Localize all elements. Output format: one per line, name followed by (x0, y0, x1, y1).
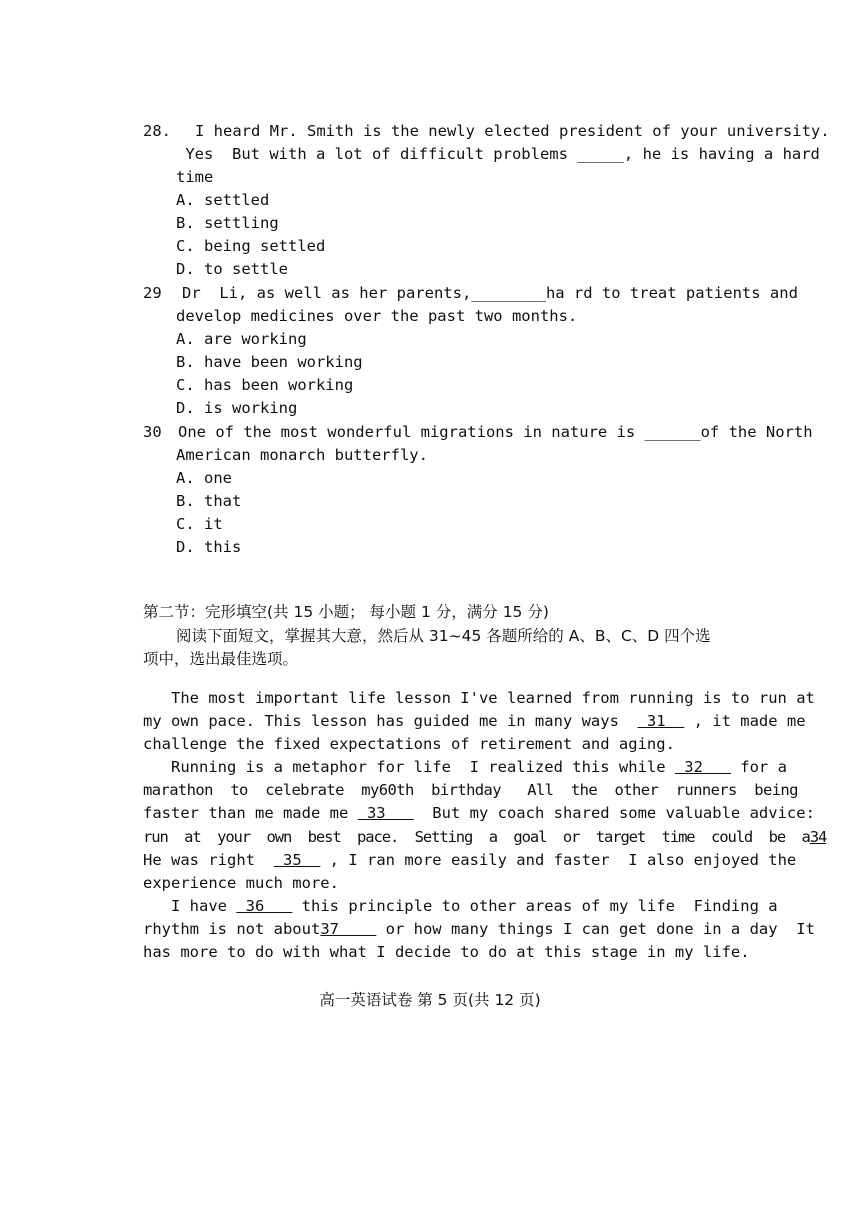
blank-35[interactable]: 35 (273, 851, 321, 869)
q28-option-c[interactable]: C. being settled (176, 237, 326, 255)
blank-34[interactable]: 34 (809, 828, 827, 846)
passage-line-4: Running is a metaphor for life I realized this while 32 for a (143, 758, 787, 776)
section-heading: 第二节：完形填空(共 15 小题； 每小题 1 分，满分 15 分) (143, 603, 549, 621)
q30-stem-line-2: American monarch butterfly. (176, 446, 428, 464)
passage-line-12: has more to do with what I decide to do at this stage in my life. (143, 943, 750, 961)
q30-option-d[interactable]: D. this (176, 538, 242, 556)
q28-option-b[interactable]: B. settling (176, 214, 279, 232)
q29-number: 29 (143, 284, 162, 302)
q29-option-d[interactable]: D. is working (176, 399, 298, 417)
passage-line-1: The most important life lesson I've learned from running is to run at (143, 689, 815, 707)
q29-option-a[interactable]: A. are working (176, 330, 307, 348)
q30-option-b[interactable]: B. that (176, 492, 242, 510)
q28-stem-line-3: time (176, 168, 214, 186)
blank-32[interactable]: 32 (674, 758, 731, 776)
passage-line-5: marathon to celebrate my60th birthday All the other runners being (143, 781, 798, 799)
q30-number: 30 (143, 423, 162, 441)
passage-line-3: challenge the fixed expectations of retirement and aging. (143, 735, 675, 753)
blank-33[interactable]: 33 (357, 804, 414, 822)
passage-line-2: my own pace. This lesson has guided me in many ways 31 , it made me (143, 712, 806, 730)
q28-option-a[interactable]: A. settled (176, 191, 270, 209)
passage-line-10: I have 36 this principle to other areas of my life Finding a (143, 897, 778, 915)
section-instruction-line-2: 项中，选出最佳选项。 (143, 650, 299, 668)
page-footer: 高一英语试卷 第 5 页(共 12 页) (319, 991, 541, 1009)
q28-stem-line-1: I heard Mr. Smith is the newly elected president of your university. (195, 122, 830, 140)
q28-option-d[interactable]: D. to settle (176, 260, 288, 278)
q28-stem-line-2: Yes But with a lot of difficult problems _____, he is having a hard (176, 145, 820, 163)
passage-line-7: run at your own best pace. Setting a goal or target time could be a34 (143, 828, 827, 846)
q28-number: 28. (143, 122, 171, 140)
blank-36[interactable]: 36 (236, 897, 293, 915)
q30-option-c[interactable]: C. it (176, 515, 223, 533)
q30-stem-line-1: One of the most wonderful migrations in nature is ______of the North (178, 423, 813, 441)
blank-37[interactable]: 37 (320, 920, 377, 938)
q29-option-b[interactable]: B. have been working (176, 353, 363, 371)
passage-line-8: He was right 35 , I ran more easily and faster I also enjoyed the (143, 851, 797, 869)
q29-stem-line-2: develop medicines over the past two months. (176, 307, 578, 325)
passage-line-9: experience much more. (143, 874, 339, 892)
q30-option-a[interactable]: A. one (176, 469, 232, 487)
section-instruction-line-1: 阅读下面短文，掌握其大意，然后从 31~45 各题所给的 A、B、C、D 四个选 (176, 627, 711, 645)
blank-31[interactable]: 31 (637, 712, 685, 730)
q29-stem-line-1: Dr Li, as well as her parents,________ha rd to treat patients and (182, 284, 798, 302)
passage-line-11: rhythm is not about37 or how many things I can get done in a day It (143, 920, 815, 938)
passage-line-6: faster than me made me 33 But my coach shared some valuable advice: (143, 804, 815, 822)
q29-option-c[interactable]: C. has been working (176, 376, 354, 394)
